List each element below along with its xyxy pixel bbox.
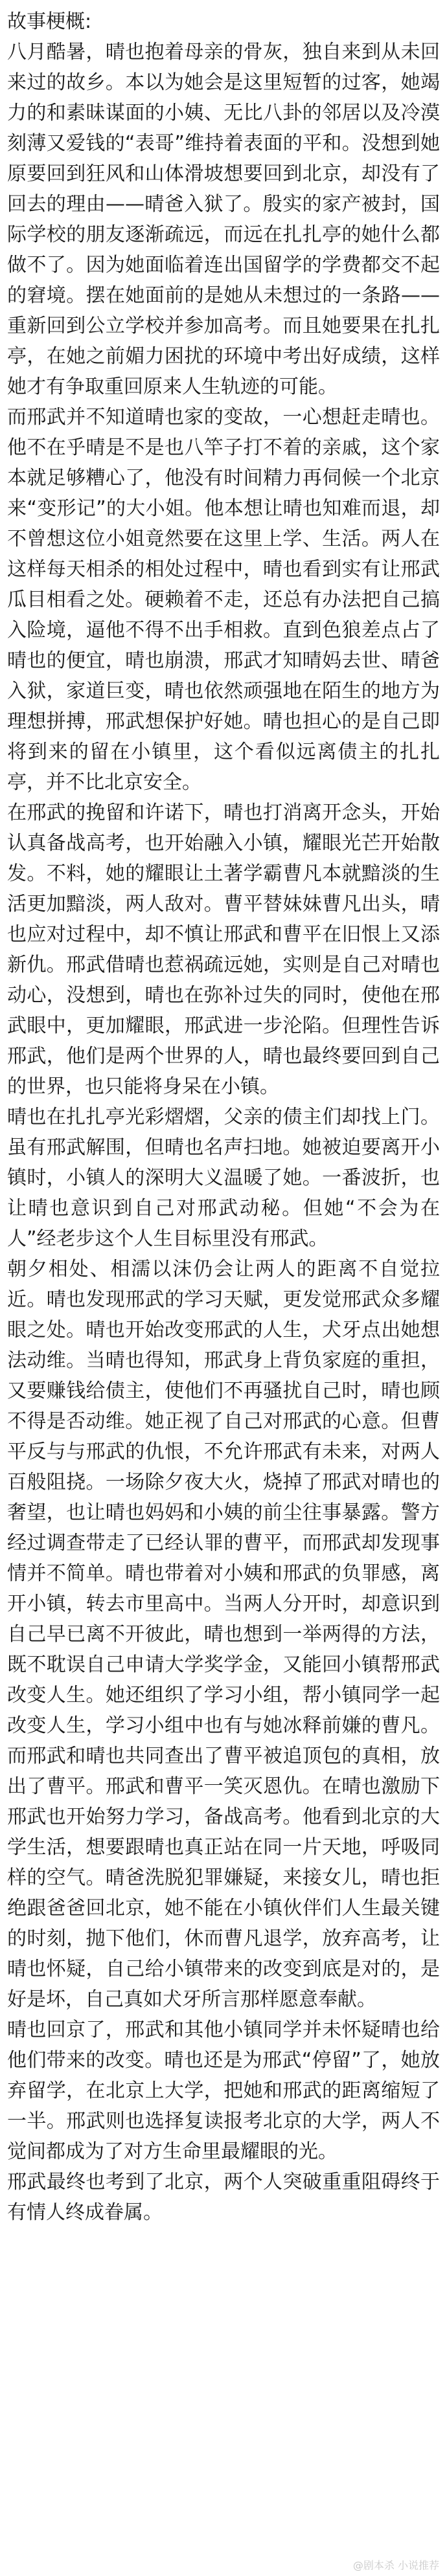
synopsis-paragraph: 晴也在扎扎亭光彩熠熠，父亲的债主们却找上门。虽有邢武解围，但晴也名声扫地。她被迫要离开小镇时，小镇人的深明大义温暖了她。一番波折，也让晴也意识到自己对邢武动秘。但她“不会为在人”经老步这个人生目标里没有邢武。 <box>7 1106 440 1250</box>
synopsis-heading: 故事梗概: <box>7 10 92 33</box>
synopsis-paragraph: 晴也回京了，邢武和其他小镇同学并未怀疑晴也给他们带来的改变。晴也还是为邢武“停留”了，她放弃留学，在北京上大学，把她和邢武的距离缩短了一半。邢武则也选择复读报考北京的大学，两人不觉间都成为了对方生命里最耀眼的光。 <box>7 2019 440 2163</box>
watermark-text: @剧本杀 小说推荐 <box>352 2559 439 2571</box>
synopsis-paragraph: 邢武最终也考到了北京，两个人突破重重阻碍终于有情人终成眷属。 <box>7 2171 440 2224</box>
synopsis-paragraph: 而邢武并不知道晴也家的变故，一心想赶走晴也。他不在乎晴是不是也八竿子打不着的亲戚，这个家本就足够糟心了，他没有时间精力再伺候一个北京来“变形记”的大小姐。他本想让晴也知难而退，却不曾想这位小姐竟然要在这里上学、生活。两人在这样每天相杀的相处过程中，晴也看到实有让邢武瓜目相看之处。硬赖着不走，还总有办法把自己搞入险境，逼他不得不出手相救。直到色狼差点占了晴也的便宜，晴也崩溃，邢武才知晴妈去世、晴爸入狱，家道巨变，晴也依然顽强地在陌生的地方为理想拼搏，邢武想保护好她。晴也担心的是自己即将到来的留在小镇里，这个看似远离债主的扎扎亭，并不比北京安全。 <box>7 406 440 794</box>
synopsis-paragraph: 八月酷暑，晴也抱着母亲的骨灰，独自来到从未回来过的故乡。本以为她会是这里短暂的过客，她竭力的和素昧谋面的小姨、无比八卦的邻居以及冷漠刻薄又爱钱的“表哥”维持着表面的平和。没想到她原要回到狂风和山体滑坡想要回到北京，却没有了回去的理由——晴爸入狱了。殷实的家产被封，国际学校的朋友逐渐疏远，而远在扎扎亭的她什么都做不了。因为她面临着连出国留学的学费都交不起的窘境。摆在她面前的是她从未想过的一条路——重新回到公立学校并参加高考。而且她要果在扎扎亭，在她之前媚力困扰的环境中考出好成绩，这样她才有争取重回原来人生轨迹的可能。 <box>7 41 440 398</box>
synopsis-paragraph: 朝夕相处、相濡以沫仍会让两人的距离不自觉拉近。晴也发现邢武的学习天赋，更发觉邢武众多耀眼之处。晴也开始改变邢武的人生，犬牙点出她想法动维。当晴也得知，邢武身上背负家庭的重担，又要赚钱给债主，使他们不再骚扰自己时，晴也顾不得是否动维。她正视了自己对邢武的心意。但曹平反与与邢武的仇恨，不允许邢武有未来，对两人百般阻挠。一场除夕夜大火，烧掉了邢武对晴也的奢望，也让晴也妈妈和小姨的前尘往事暴露。警方经过调查带走了已经认罪的曹平，而邢武却发现事情并不简单。晴也带着对小姨和邢武的负罪感，离开小镇，转去市里高中。当两人分开时，却意识到自己早已离不开彼此，晴也想到一举两得的方法，既不耽误自己申请大学奖学金，又能回小镇帮邢武改变人生。她还组织了学习小组，帮小镇同学一起改变人生，学习小组中也有与她冰释前嫌的曹凡。而邢武和晴也共同查出了曹平被追顶包的真相，放出了曹平。邢武和曹平一笑灭恩仇。在晴也激励下邢武也开始努力学习，备战高考。他看到北京的大学生活，想要跟晴也真正站在同一片天地，呼吸同样的空气。晴爸洗脱犯罪嫌疑，来接女儿，晴也拒绝跟爸爸回北京，她不能在小镇伙伴们人生最关键的时刻，抛下他们，休而曹凡退学，放弃高考，让晴也怀疑，自己给小镇带来的改变到底是对的，是好是坏，自己真如犬牙所言那样愿意奉献。 <box>7 1258 440 2011</box>
synopsis-paragraph: 在邢武的挽留和许诺下，晴也打消离开念头，开始认真备战高考，也开始融入小镇，耀眼光芒开始散发。不料，她的耀眼让土著学霸曹凡本就黯淡的生活更加黯淡，两人敌对。曹平替妹妹曹凡出头，晴也应对过程中，却不慎让邢武和曹平在旧恨上又添新仇。邢武借晴也惹祸疏远她，实则是自己对晴也动心，没想到，晴也在弥补过失的同时，使他在邢武眼中，更加耀眼，邢武进一步沦陷。但理性告诉邢武，他们是两个世界的人，晴也最终要回到自己的世界，也只能将身呆在小镇。 <box>7 801 440 1098</box>
